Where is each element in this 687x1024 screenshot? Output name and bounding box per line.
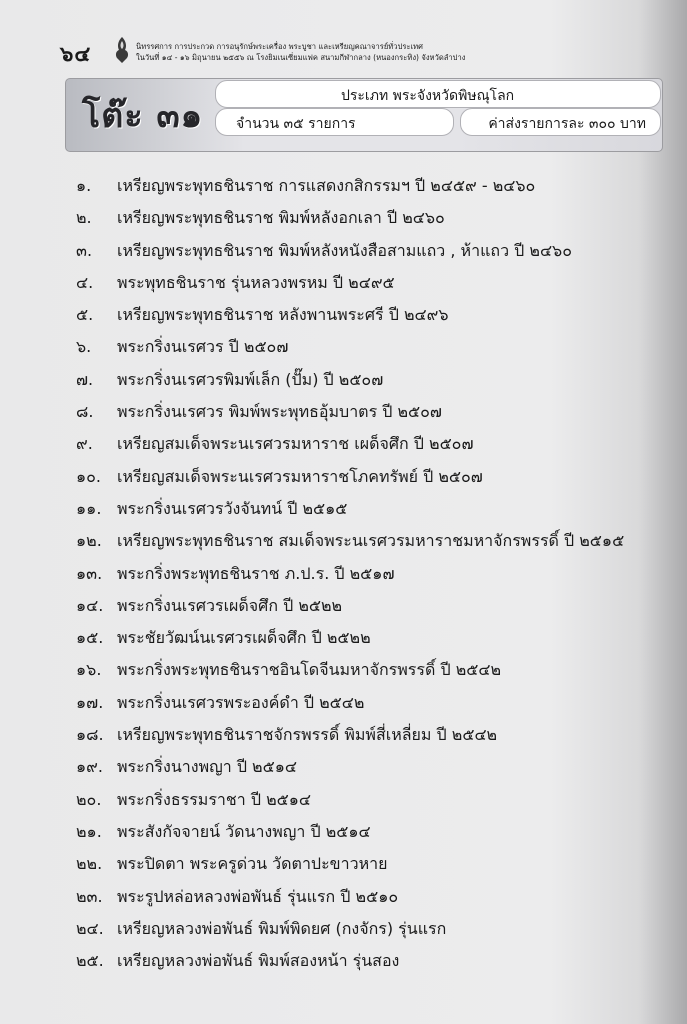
item-number: ๑๘. <box>76 725 104 745</box>
fee-pill <box>460 108 661 136</box>
list-item <box>76 396 666 428</box>
item-number: ๑๑. <box>76 498 102 518</box>
page-number: ๖๔ <box>60 42 92 66</box>
category-label: ประเภท พระจังหวัดพิษณุโลก <box>341 88 515 104</box>
list-item <box>76 816 666 848</box>
list-item <box>76 202 666 234</box>
item-number: ๗. <box>76 369 94 389</box>
item-text: พระกริ่งพระพุทธชินราชอินโดจีนมหาจักรพรรดิ์ ปี ๒๕๔๒ <box>117 660 501 680</box>
fee-label: ค่าส่งรายการละ ๓๐๐ บาท <box>488 116 646 132</box>
item-text: พระพุทธชินราช รุ่นหลวงพรหม ปี ๒๔๙๕ <box>117 272 395 292</box>
list-item <box>76 590 666 622</box>
item-number: ๒๔. <box>76 918 104 938</box>
item-number: ๑๙. <box>76 757 103 777</box>
list-item <box>76 881 666 913</box>
list-item <box>76 687 666 719</box>
event-date-line: ในวันที่ ๑๔ - ๑๖ มิถุนายน ๒๕๕๖ ณ โรงยิมเนเซี่ยมแฟค สนามกีฬากลาง (หนองกระทิง) จังหวัดลำปาง <box>136 53 466 62</box>
list-item <box>76 751 666 783</box>
item-number: ๑๐. <box>76 466 102 486</box>
category-pill <box>215 80 661 108</box>
item-number: ๑. <box>76 176 92 195</box>
list-item <box>76 267 666 299</box>
item-text: พระปิดตา พระครูด่วน วัดตาปะขาวหาย <box>117 854 388 874</box>
item-text: เหรียญสมเด็จพระนเรศวรมหาราชโภคทรัพย์ ปี ๒๕๐๗ <box>117 466 483 486</box>
list-item <box>76 299 666 331</box>
item-text: เหรียญพระพุทธชินราช พิมพ์หลังอกเลา ปี ๒๔๖๐ <box>117 208 445 228</box>
item-text: พระกริ่งนางพญา ปี ๒๕๑๔ <box>117 757 297 777</box>
item-text: พระกริ่งนเรศวรพิมพ์เล็ก (ปั๊ม) ปี ๒๕๐๗ <box>117 369 384 389</box>
item-text: เหรียญพระพุทธชินราชจักรพรรดิ์ พิมพ์สี่เหลี่ยม ปี ๒๕๔๒ <box>117 725 498 745</box>
item-number: ๑๖. <box>76 660 102 680</box>
item-number: ๑๓. <box>76 563 103 583</box>
item-text: พระกริ่งธรรมราชา ปี ๒๕๑๔ <box>117 789 311 809</box>
item-text: เหรียญพระพุทธชินราช สมเด็จพระนเรศวรมหาราชมหาจักรพรรดิ์ ปี ๒๕๑๕ <box>117 531 625 551</box>
item-number: ๔. <box>76 272 94 292</box>
list-item <box>76 331 666 363</box>
emblem-icon <box>113 36 131 64</box>
list-item <box>76 525 666 557</box>
item-number: ๒๐. <box>76 789 102 809</box>
event-title-line: นิทรรศการ การประกวด การอนุรักษ์พระเครื่อง พระบูชา และเหรียญคณาจารย์ทั่วประเทศ <box>136 42 423 51</box>
list-item <box>76 654 666 686</box>
item-text: พระชัยวัฒน์นเรศวรเผด็จศึก ปี ๒๕๒๒ <box>117 628 371 648</box>
item-text: พระกริ่งนเรศวร พิมพ์พระพุทธอุ้มบาตร ปี ๒๕๐๗ <box>117 402 442 422</box>
item-text: พระสังกัจจายน์ วัดนางพญา ปี ๒๕๑๔ <box>117 821 371 841</box>
list-item <box>76 913 666 945</box>
item-number: ๖. <box>76 337 92 357</box>
item-text: พระกริ่งนเรศวรวังจันทน์ ปี ๒๕๑๕ <box>117 498 348 518</box>
table-title: โต๊ะ ๓๑ <box>82 96 204 136</box>
list-item <box>76 945 666 977</box>
item-number: ๙. <box>76 434 93 454</box>
item-number: ๑๕. <box>76 628 104 648</box>
item-text: เหรียญสมเด็จพระนเรศวรมหาราช เผด็จศึก ปี ๒๕๐๗ <box>117 434 474 454</box>
item-text: เหรียญหลวงพ่อพันธ์ พิมพ์พิดยศ (กงจักร) รุ่นแรก <box>117 918 447 938</box>
item-number: ๒๕. <box>76 951 104 971</box>
item-text: พระกริ่งนเรศวรพระองค์ดำ ปี ๒๕๔๒ <box>117 692 365 712</box>
item-number: ๑๗. <box>76 692 104 712</box>
list-item <box>76 235 666 267</box>
list-item <box>76 848 666 880</box>
item-number: ๑๒. <box>76 531 102 551</box>
item-text: เหรียญหลวงพ่อพันธ์ พิมพ์สองหน้า รุ่นสอง <box>117 951 400 971</box>
item-number: ๘. <box>76 402 94 422</box>
item-text: พระกริ่งนเรศวร ปี ๒๕๐๗ <box>117 337 289 357</box>
item-text: เหรียญพระพุทธชินราช การแสดงกสิกรรมฯ ปี ๒๔๕๙ - ๒๔๖๐ <box>117 176 536 195</box>
item-number: ๑๔. <box>76 595 104 615</box>
list-item <box>76 461 666 493</box>
list-item <box>76 719 666 751</box>
item-text: เหรียญพระพุทธชินราช พิมพ์หลังหนังสือสามแถว , ห้าแถว ปี ๒๔๖๐ <box>117 240 572 260</box>
item-number: ๕. <box>76 305 94 325</box>
item-text: พระรูปหล่อหลวงพ่อพันธ์ รุ่นแรก ปี ๒๕๑๐ <box>117 886 399 906</box>
item-number: ๓. <box>76 240 93 260</box>
item-number: ๒๓. <box>76 886 103 906</box>
list-item <box>76 622 666 654</box>
list-item <box>76 170 666 202</box>
list-item <box>76 428 666 460</box>
list-item <box>76 493 666 525</box>
item-number: ๒๑. <box>76 821 102 841</box>
item-text: พระกริ่งนเรศวรเผด็จศึก ปี ๒๕๒๒ <box>117 595 343 615</box>
list-item <box>76 784 666 816</box>
item-text: เหรียญพระพุทธชินราช หลังพานพระศรี ปี ๒๔๙๖ <box>117 305 449 325</box>
item-number: ๒๒. <box>76 854 103 874</box>
event-header <box>136 41 606 63</box>
item-text: พระกริ่งพระพุทธชินราช ภ.ป.ร. ปี ๒๕๑๗ <box>117 563 395 583</box>
item-number: ๒. <box>76 208 92 228</box>
list-item <box>76 558 666 590</box>
amulet-list <box>76 170 666 977</box>
item-count-pill <box>215 108 454 136</box>
item-count-label: จำนวน ๓๕ รายการ <box>236 116 356 132</box>
list-item <box>76 364 666 396</box>
